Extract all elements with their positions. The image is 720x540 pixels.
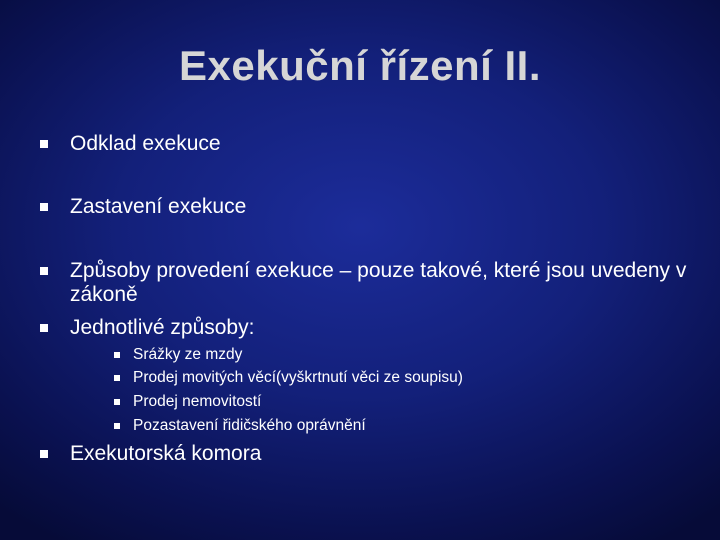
sub-bullet-text: Pozastavení řidičského oprávnění [133,417,366,434]
square-bullet-icon [40,203,48,211]
bullet-text: Exekutorská komora [70,442,262,465]
square-bullet-icon [40,450,48,458]
square-bullet-icon [114,423,120,429]
square-bullet-icon [114,375,120,381]
bullet-text: Způsoby provedení exekuce – pouze takové, které jsou uvedeny v zákoně [70,259,687,306]
sub-bullet-text: Srážky ze mzdy [133,346,243,363]
bullet-text: Jednotlivé způsoby: [70,316,255,339]
slide-title: Exekuční řízení II. [179,42,541,89]
square-bullet-icon [114,399,120,405]
square-bullet-icon [114,352,120,358]
square-bullet-icon [40,140,48,148]
square-bullet-icon [40,267,48,275]
square-bullet-icon [40,324,48,332]
bullet-text: Odklad exekuce [70,132,221,155]
sub-bullet-text: Prodej nemovitostí [133,393,262,410]
bullet-text: Zastavení exekuce [70,195,247,218]
sub-bullet-text: Prodej movitých věcí(vyškrtnutí věci ze soupisu) [133,369,463,386]
